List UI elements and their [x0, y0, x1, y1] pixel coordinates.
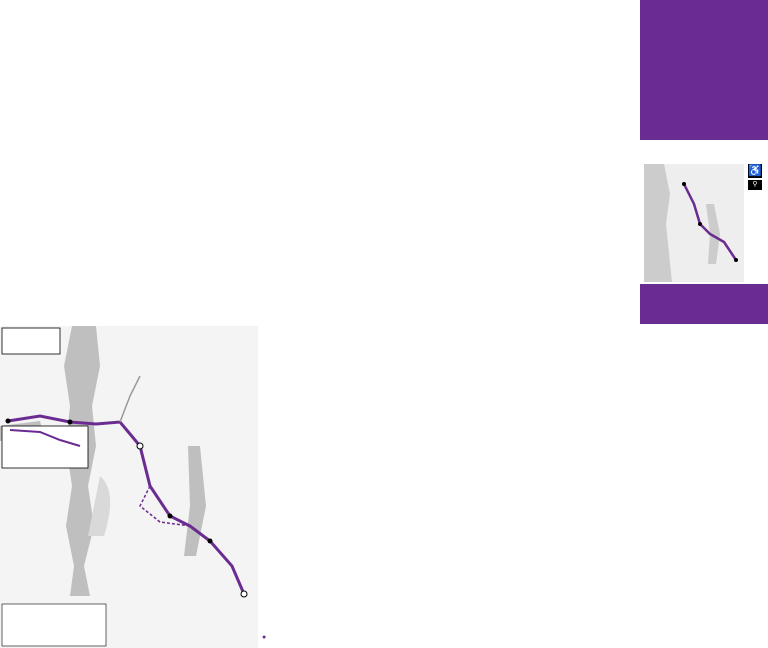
- route-map: [0, 326, 258, 648]
- route-badge: [640, 0, 768, 140]
- timetable-symbols: [6, 182, 124, 184]
- accessible-formats: [364, 560, 442, 561]
- cover-panel: [640, 0, 768, 324]
- special-service: [254, 188, 354, 189]
- map-canvas: [0, 326, 258, 648]
- metro-cs-bar: [262, 634, 372, 646]
- agency-logo: [640, 284, 768, 324]
- bike-icon: ⚲: [748, 180, 762, 190]
- metro-cs-icon: ●: [262, 634, 267, 641]
- weekday-symbols: [710, 326, 766, 332]
- how-to-pay: [360, 182, 498, 184]
- cover-mini-map: [644, 164, 744, 282]
- how-to-pay-es: [506, 182, 636, 184]
- wheelchair-icon: ♿: [748, 165, 762, 177]
